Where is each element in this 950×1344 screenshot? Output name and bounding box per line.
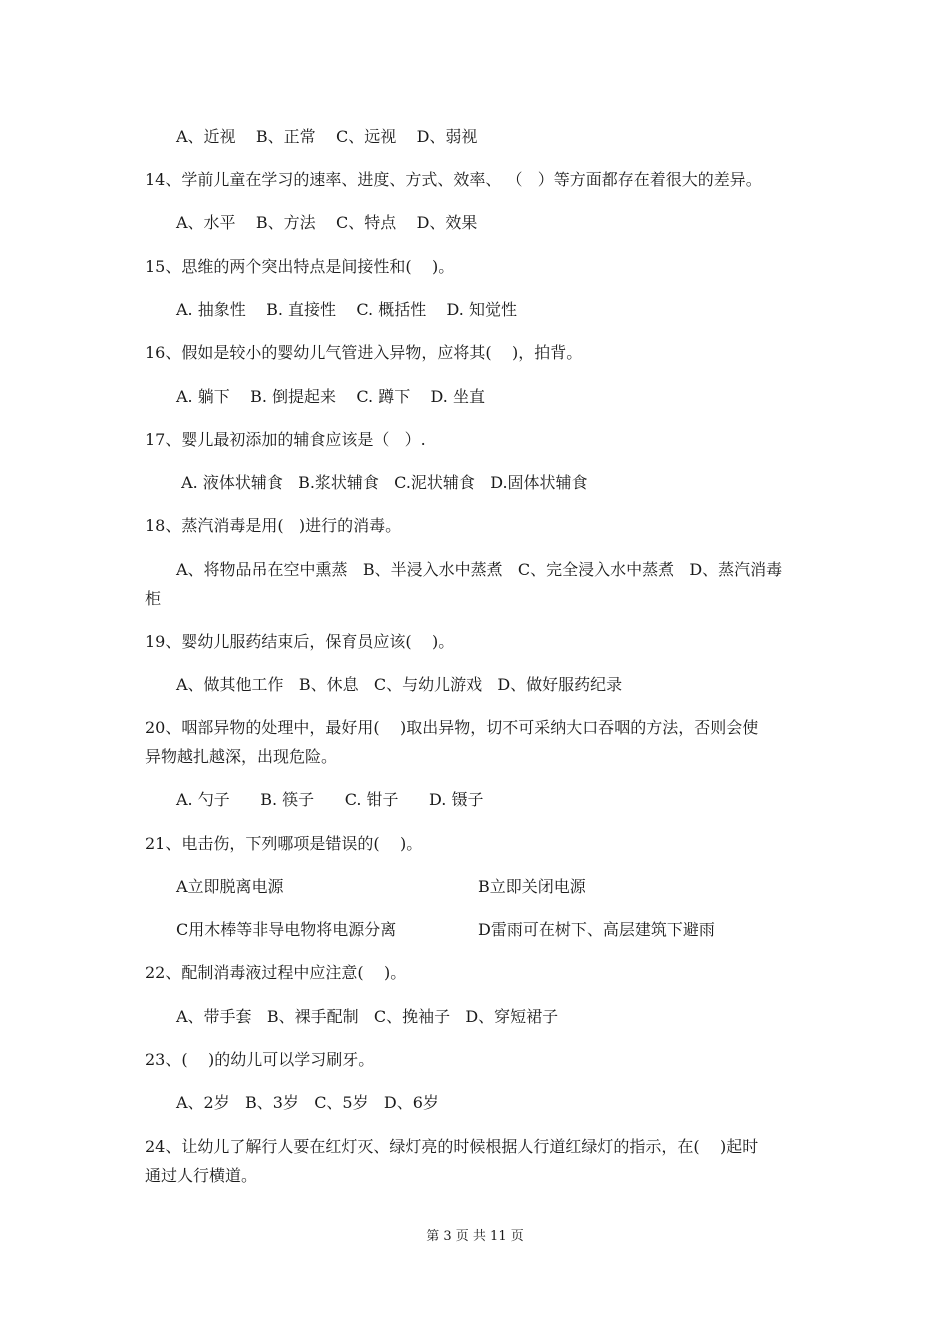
question-20: 20、咽部异物的处理中，最好用( )取出异物，切不可采纳大口吞咽的方法，否则会使 (145, 718, 759, 737)
q13-options: A、近视 B、正常 C、远视 D、弱视 (176, 127, 478, 146)
q17-options: A. 液体状辅食 B.浆状辅食 C.泥状辅食 D.固体状辅食 (176, 473, 588, 492)
question-22: 22、配制消毒液过程中应注意( )。 (145, 963, 407, 982)
q21-option-c: C用木棒等非导电物将电源分离 (176, 920, 397, 939)
question-19: 19、婴幼儿服药结束后，保育员应该( )。 (145, 632, 455, 651)
question-24-continued: 通过人行横道。 (145, 1166, 258, 1185)
q19-options: A、做其他工作 B、休息 C、与幼儿游戏 D、做好服药纪录 (176, 675, 623, 694)
question-24: 24、让幼儿了解行人要在红灯灭、绿灯亮的时候根据人行道红绿灯的指示，在( )起时 (145, 1137, 759, 1156)
question-18: 18、蒸汽消毒是用( )进行的消毒。 (145, 516, 402, 535)
q20-options: A. 勺子 B. 筷子 C. 钳子 D. 镊子 (176, 790, 484, 809)
question-15: 15、思维的两个突出特点是间接性和( )。 (145, 257, 455, 276)
q18-options: A、将物品吊在空中熏蒸 B、半浸入水中蒸煮 C、完全浸入水中蒸煮 D、蒸汽消毒 (176, 560, 783, 579)
q21-option-d: D雷雨可在树下、高层建筑下避雨 (478, 920, 715, 939)
q23-options: A、2岁 B、3岁 C、5岁 D、6岁 (176, 1093, 439, 1112)
question-23: 23、( )的幼儿可以学习刷牙。 (145, 1050, 375, 1069)
question-14: 14、学前儿童在学习的速率、进度、方式、效率、 （ ）等方面都存在着很大的差异。 (145, 170, 762, 189)
q22-options: A、带手套 B、裸手配制 C、挽袖子 D、穿短裙子 (176, 1007, 559, 1026)
q18-options-continued: 柜 (145, 589, 162, 608)
question-21: 21、电击伤，下列哪项是错误的( )。 (145, 834, 423, 853)
question-20-continued: 异物越扎越深，出现危险。 (145, 747, 338, 766)
q21-option-b: B立即关闭电源 (478, 877, 586, 896)
q16-options: A. 躺下 B. 倒提起来 C. 蹲下 D. 坐直 (176, 387, 485, 406)
question-17: 17、婴儿最初添加的辅食应该是（ ）. (145, 430, 426, 449)
page-footer: 第 3 页 共 11 页 (426, 1229, 524, 1244)
q14-options: A、水平 B、方法 C、特点 D、效果 (176, 213, 478, 232)
q15-options: A. 抽象性 B. 直接性 C. 概括性 D. 知觉性 (176, 300, 517, 319)
question-16: 16、假如是较小的婴幼儿气管进入异物，应将其( )，拍背。 (145, 343, 583, 362)
q21-option-a: A立即脱离电源 (176, 877, 284, 896)
